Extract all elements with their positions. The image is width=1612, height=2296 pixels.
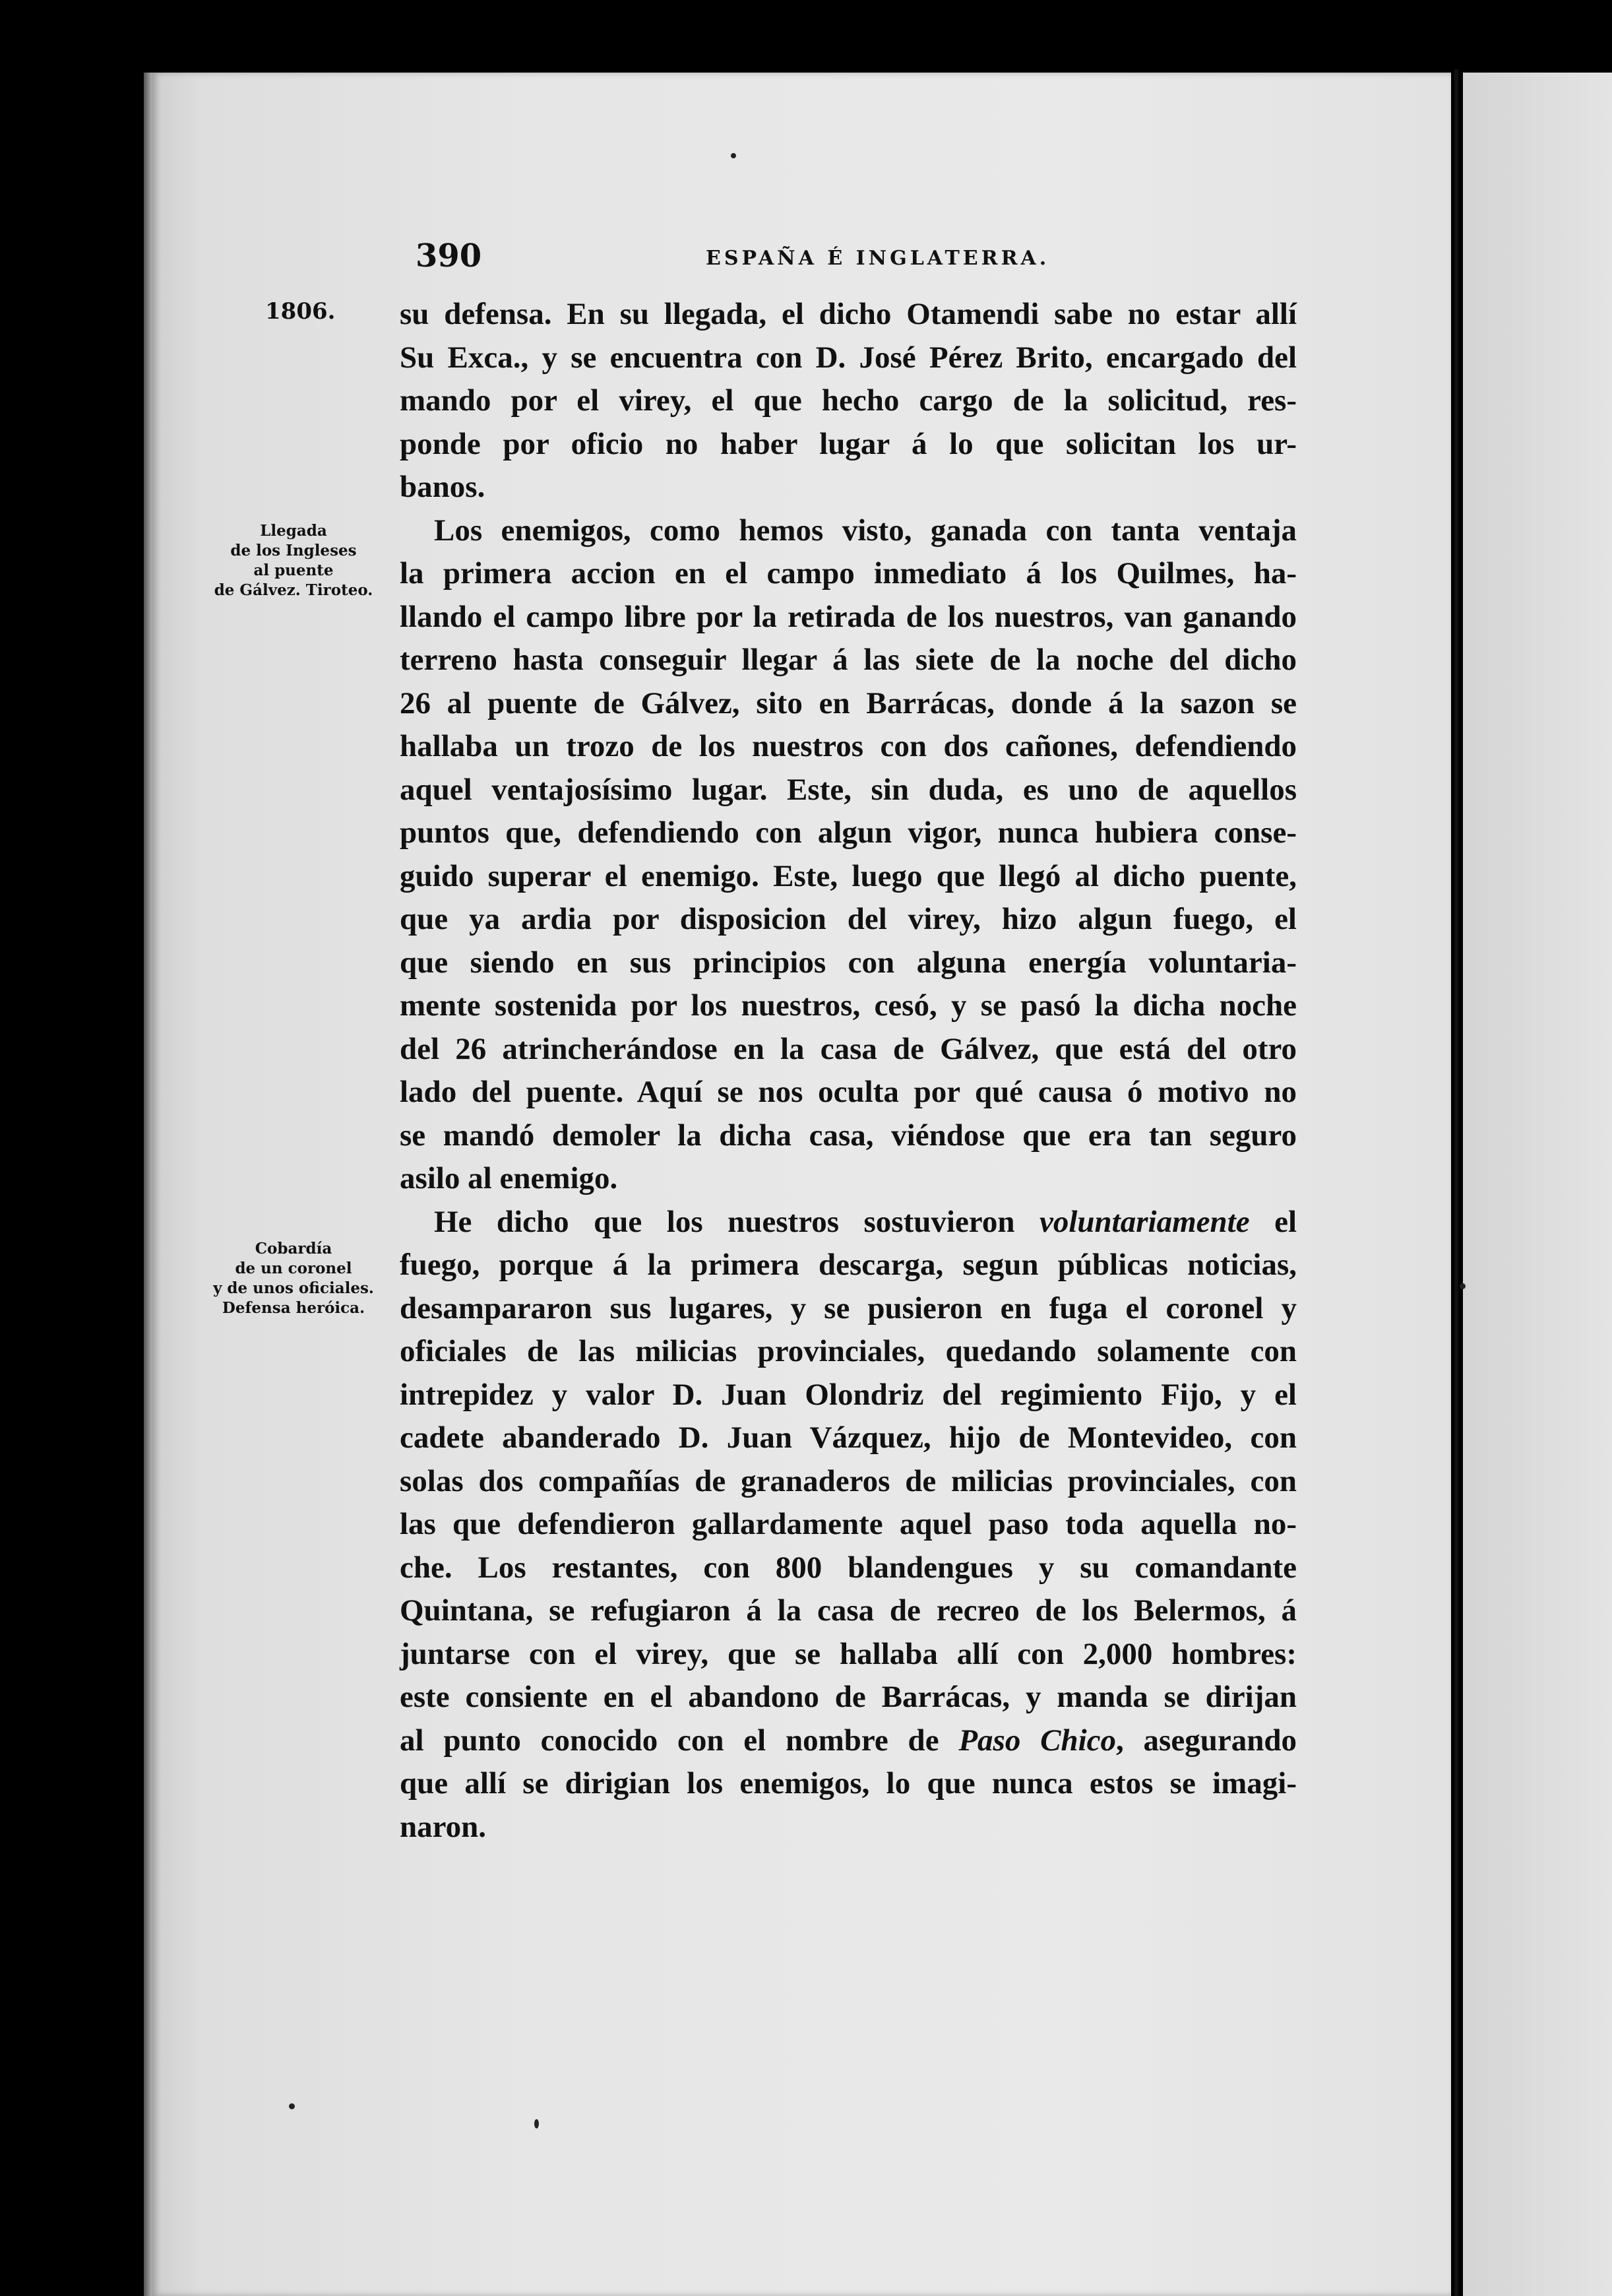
paragraph [400, 509, 1297, 1201]
text-line: puntos que, defendiendo con algun vigor, nunca hubiera conse- [400, 815, 1297, 850]
text-line: que siendo en sus principios con alguna energía voluntaria- [400, 945, 1297, 980]
margin-note-line: Llegada [260, 522, 327, 540]
text-run: , asegurando [1116, 1723, 1297, 1758]
text-line: hallaba un trozo de los nuestros con dos cañones, defendiendo [400, 729, 1297, 763]
text-line: Quintana, se refugiaron á la casa de recreo de los Belermos, á [400, 1593, 1297, 1628]
text-line: intrepidez y valor D. Juan Olondriz del regimiento Fijo, y el [400, 1377, 1297, 1412]
text-line: desampararon sus lugares, y se pusieron en fuga el coronel y [400, 1291, 1297, 1325]
text-line: las que defendieron gallardamente aquel paso toda aquella no- [400, 1507, 1297, 1541]
text-line: che. Los restantes, con 800 blandengues y su comandante [400, 1550, 1297, 1585]
text-line: aquel ventajosísimo lugar. Este, sin duda, es uno de aquellos [400, 772, 1297, 807]
margin-note-line: Cobardía [255, 1240, 332, 1258]
margin-note-line: Defensa heróica. [222, 1299, 365, 1317]
text-line: 26 al puente de Gálvez, sito en Barrácas, donde á la sazon se [400, 686, 1297, 720]
text-line: Los enemigos, como hemos visto, ganada con tanta ventaja [434, 513, 1297, 548]
text-line: terreno hasta conseguir llegar á las siete de la noche del dicho [400, 643, 1297, 677]
page-gutter [1454, 69, 1458, 2296]
text-line: este consiente en el abandono de Barrácas, y manda se dirijan [400, 1680, 1297, 1714]
text-line: juntarse con el virey, que se hallaba allí con 2,000 hombres: [400, 1636, 1297, 1671]
text-line: llando el campo libre por la retirada de los nuestros, van ganando [400, 599, 1297, 634]
adjacent-page [1463, 73, 1612, 2296]
text-line: guido superar el enemigo. Este, luego que llegó al dicho puente, [400, 858, 1297, 893]
text-line [400, 1719, 1297, 1763]
text-line: del 26 atrincherándose en la casa de Gálvez, que está del otro [400, 1031, 1297, 1066]
margin-note-line: de un coronel [235, 1260, 352, 1277]
margin-note [198, 1239, 389, 1318]
running-title: ESPAÑA É INGLATERRA. [706, 247, 1050, 270]
text-line: lado del puente. Aquí se nos oculta por qué causa ó motivo no [400, 1075, 1297, 1109]
text-line: que ya ardia por disposicion del virey, hizo algun fuego, el [400, 902, 1297, 936]
text-line: se mandó demoler la dicha casa, viéndose que era tan seguro [400, 1118, 1297, 1153]
paper-speck [289, 2103, 295, 2109]
text-line: Su Exca., y se encuentra con D. José Pérez Brito, encargado del [400, 340, 1297, 375]
text-line: naron. [400, 1809, 487, 1844]
body-text [400, 293, 1297, 1849]
text-line: oficiales de las milicias provinciales, quedando solamente con [400, 1334, 1297, 1368]
text-run: el [1274, 1204, 1297, 1239]
text-line: que allí se dirigian los enemigos, lo que nunca estos se imagi- [400, 1766, 1297, 1801]
text-line: la primera accion en el campo inmediato á los Quilmes, ha- [400, 556, 1297, 590]
margin-note-line: de los Ingleses [230, 542, 357, 559]
text-line: mando por el virey, el que hecho cargo de la solicitud, res- [400, 383, 1297, 418]
text-line: mente sostenida por los nuestros, cesó, y se pasó la dicha noche [400, 988, 1297, 1023]
margin-note-line: y de unos oficiales. [213, 1279, 374, 1297]
margin-note-line: al puente [253, 561, 334, 579]
paper-speck [1460, 1283, 1466, 1289]
text-line: solas dos compañías de granaderos de milicias provinciales, con [400, 1463, 1297, 1498]
text-run: He dicho que los nuestros sostuvieron [434, 1204, 1015, 1239]
text-line: asilo al enemigo. [400, 1161, 618, 1196]
paragraph [400, 1201, 1297, 1849]
running-head [416, 238, 1299, 277]
text-run: al punto conocido con el nombre de [400, 1723, 939, 1758]
margin-year: 1806. [265, 298, 336, 325]
paper-speck [534, 2119, 539, 2128]
text-line: fuego, porque á la primera descarga, segun públicas noticias, [400, 1248, 1297, 1282]
text-line: banos. [400, 470, 485, 504]
margin-note-line: de Gálvez. Tiroteo. [214, 581, 373, 599]
paper-speck [731, 153, 736, 158]
italic-word: voluntariamente [1039, 1204, 1250, 1239]
paragraph [400, 293, 1297, 509]
italic-word: Paso Chico [958, 1723, 1117, 1758]
text-line: su defensa. En su llegada, el dicho Otamendi sabe no estar allí [400, 297, 1297, 331]
text-line: ponde por oficio no haber lugar á lo que solicitan los ur- [400, 426, 1297, 461]
text-line: cadete abanderado D. Juan Vázquez, hijo de Montevideo, con [400, 1420, 1297, 1455]
text-line [400, 1201, 1297, 1244]
page-number: 390 [416, 238, 482, 274]
margin-note [198, 521, 389, 600]
